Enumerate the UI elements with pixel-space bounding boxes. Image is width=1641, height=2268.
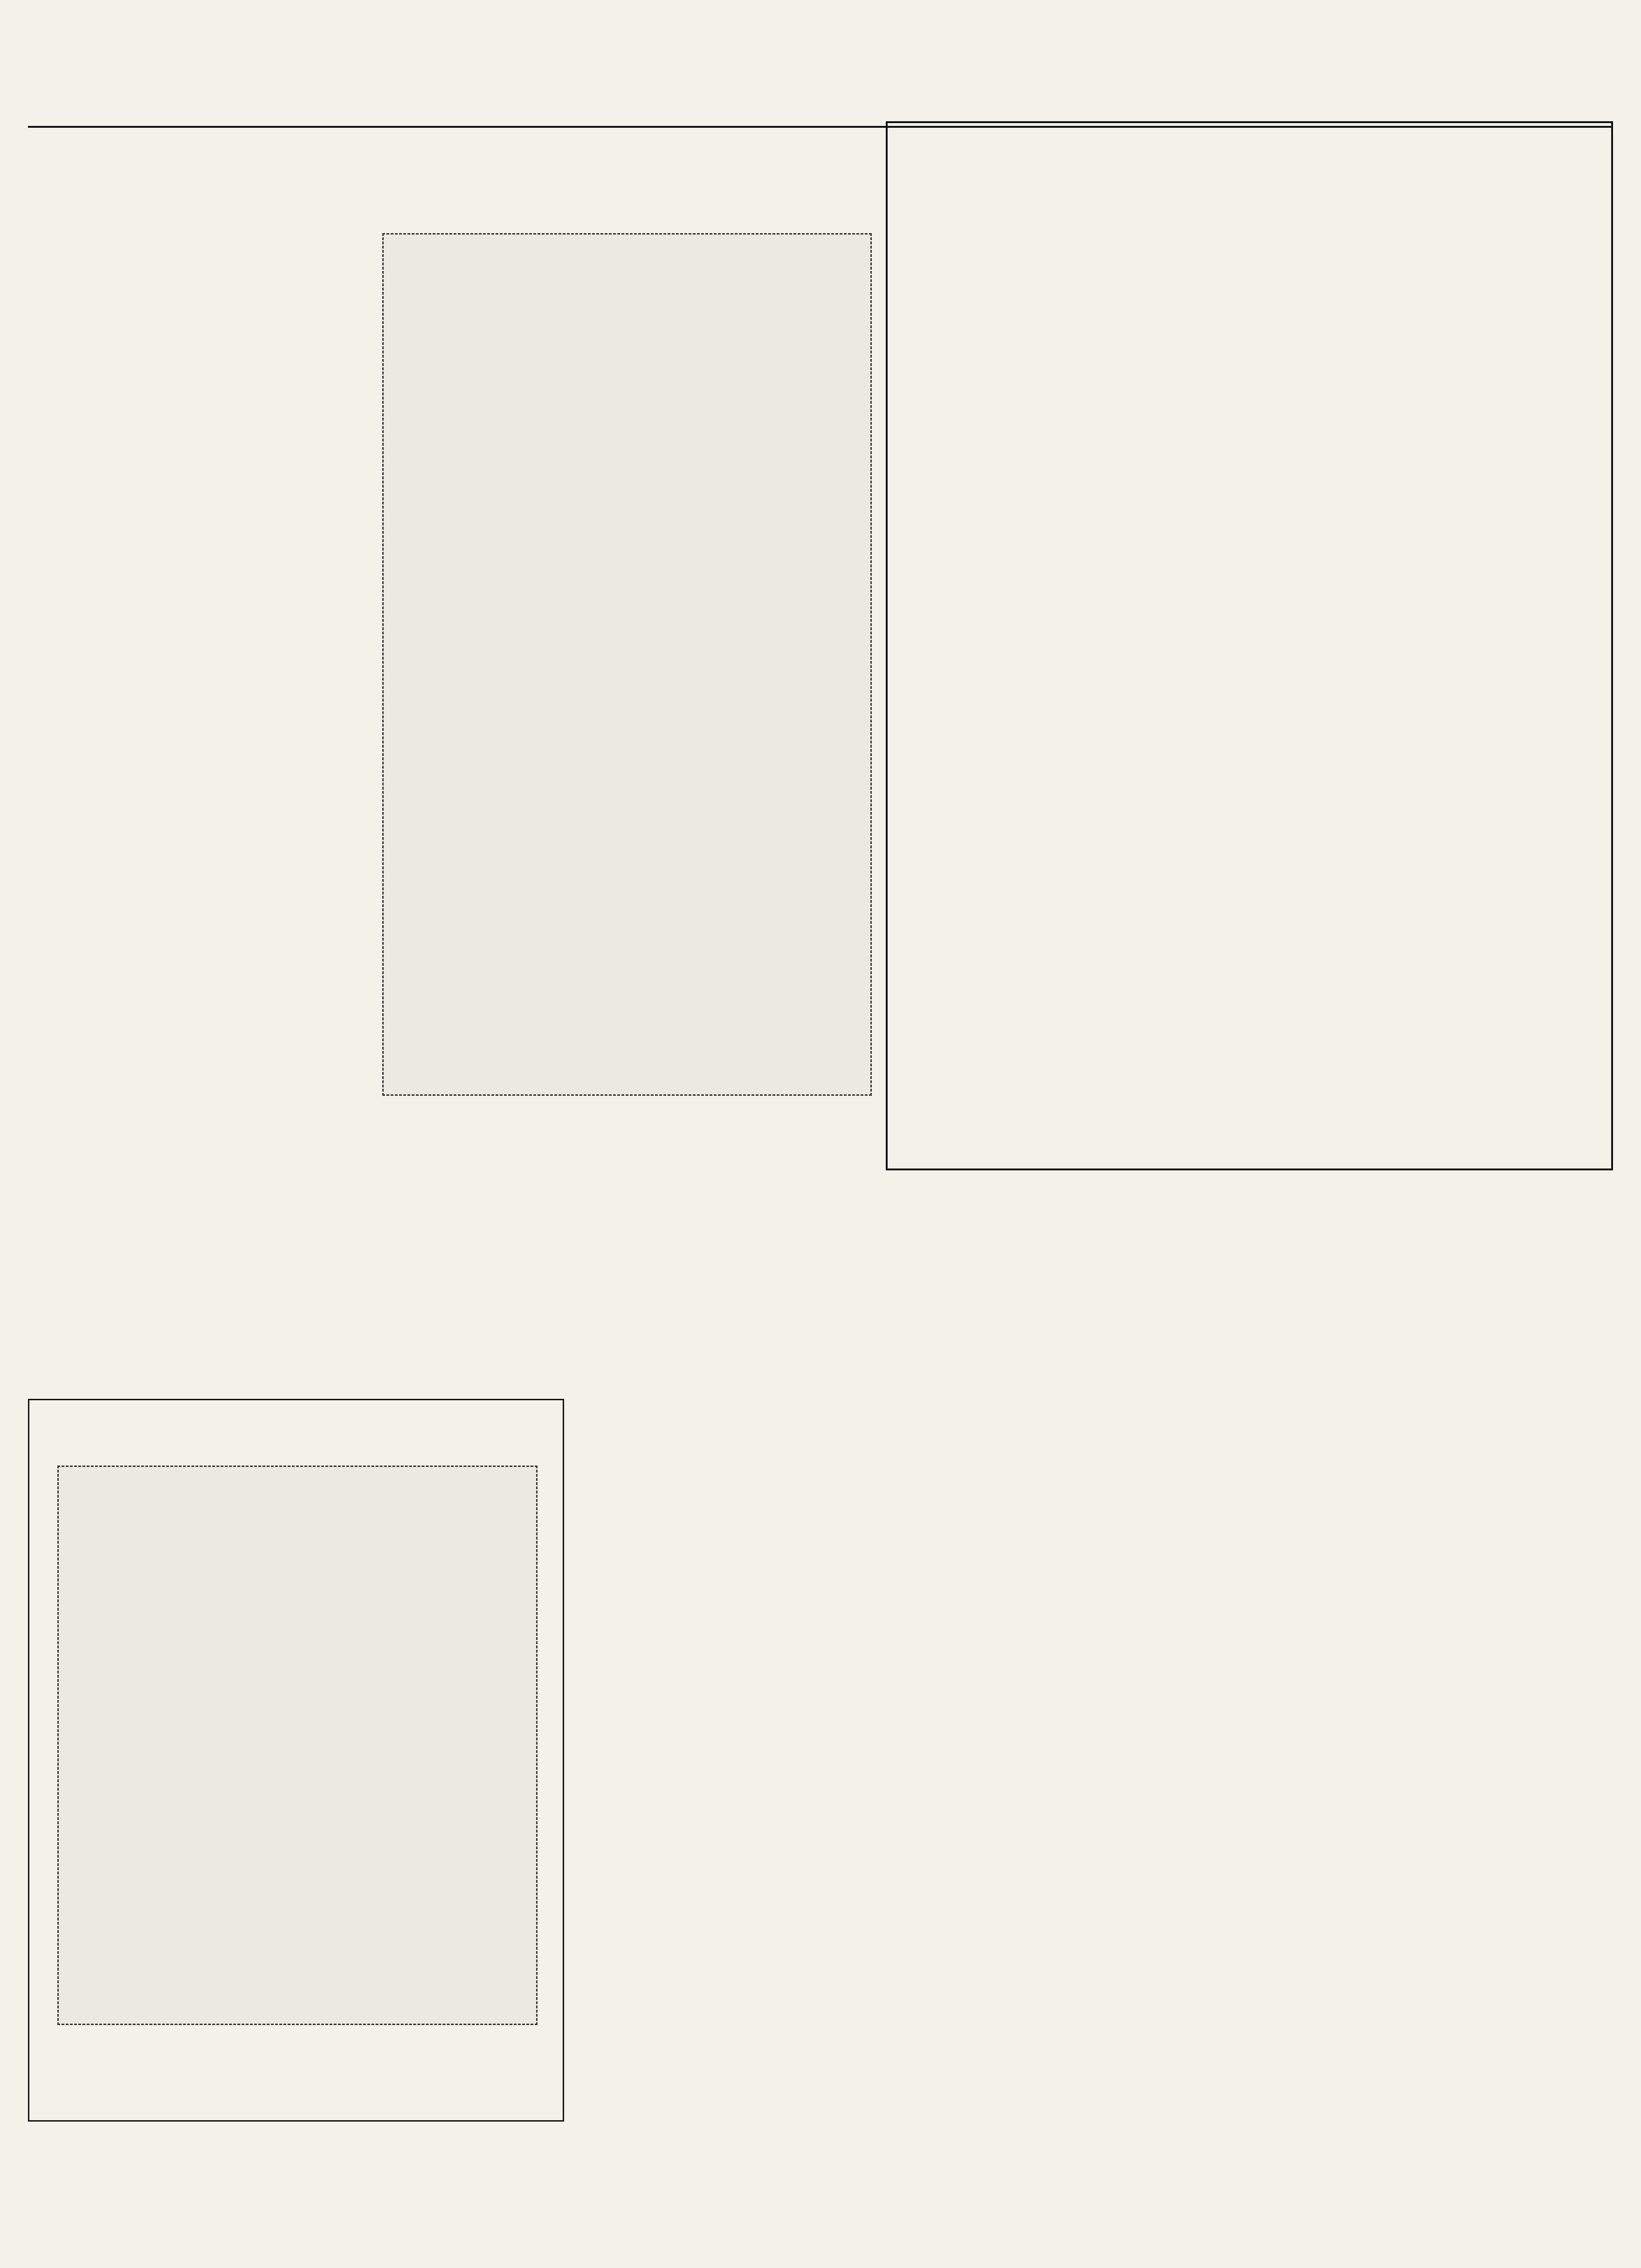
advertisement-title bbox=[95, 1419, 514, 1512]
masthead-title bbox=[541, 37, 1100, 103]
masthead bbox=[28, 28, 1613, 121]
right-article-body bbox=[904, 242, 1604, 1156]
headline-left bbox=[28, 140, 867, 224]
contest-body bbox=[886, 1334, 1613, 2196]
advertisement-artwork bbox=[57, 1466, 538, 2025]
headline-right bbox=[904, 131, 1604, 168]
contest-subheadline bbox=[886, 1268, 1613, 1324]
advertisement-side-text bbox=[34, 1419, 76, 2072]
advertisement-footer bbox=[48, 2053, 547, 2109]
advertisement bbox=[28, 1399, 564, 2122]
masthead-date bbox=[28, 47, 308, 84]
subheadline-right bbox=[904, 173, 1604, 238]
illustration-left bbox=[382, 233, 872, 1096]
contest-headline bbox=[886, 1189, 1613, 1264]
masthead-page-number bbox=[1427, 47, 1613, 84]
